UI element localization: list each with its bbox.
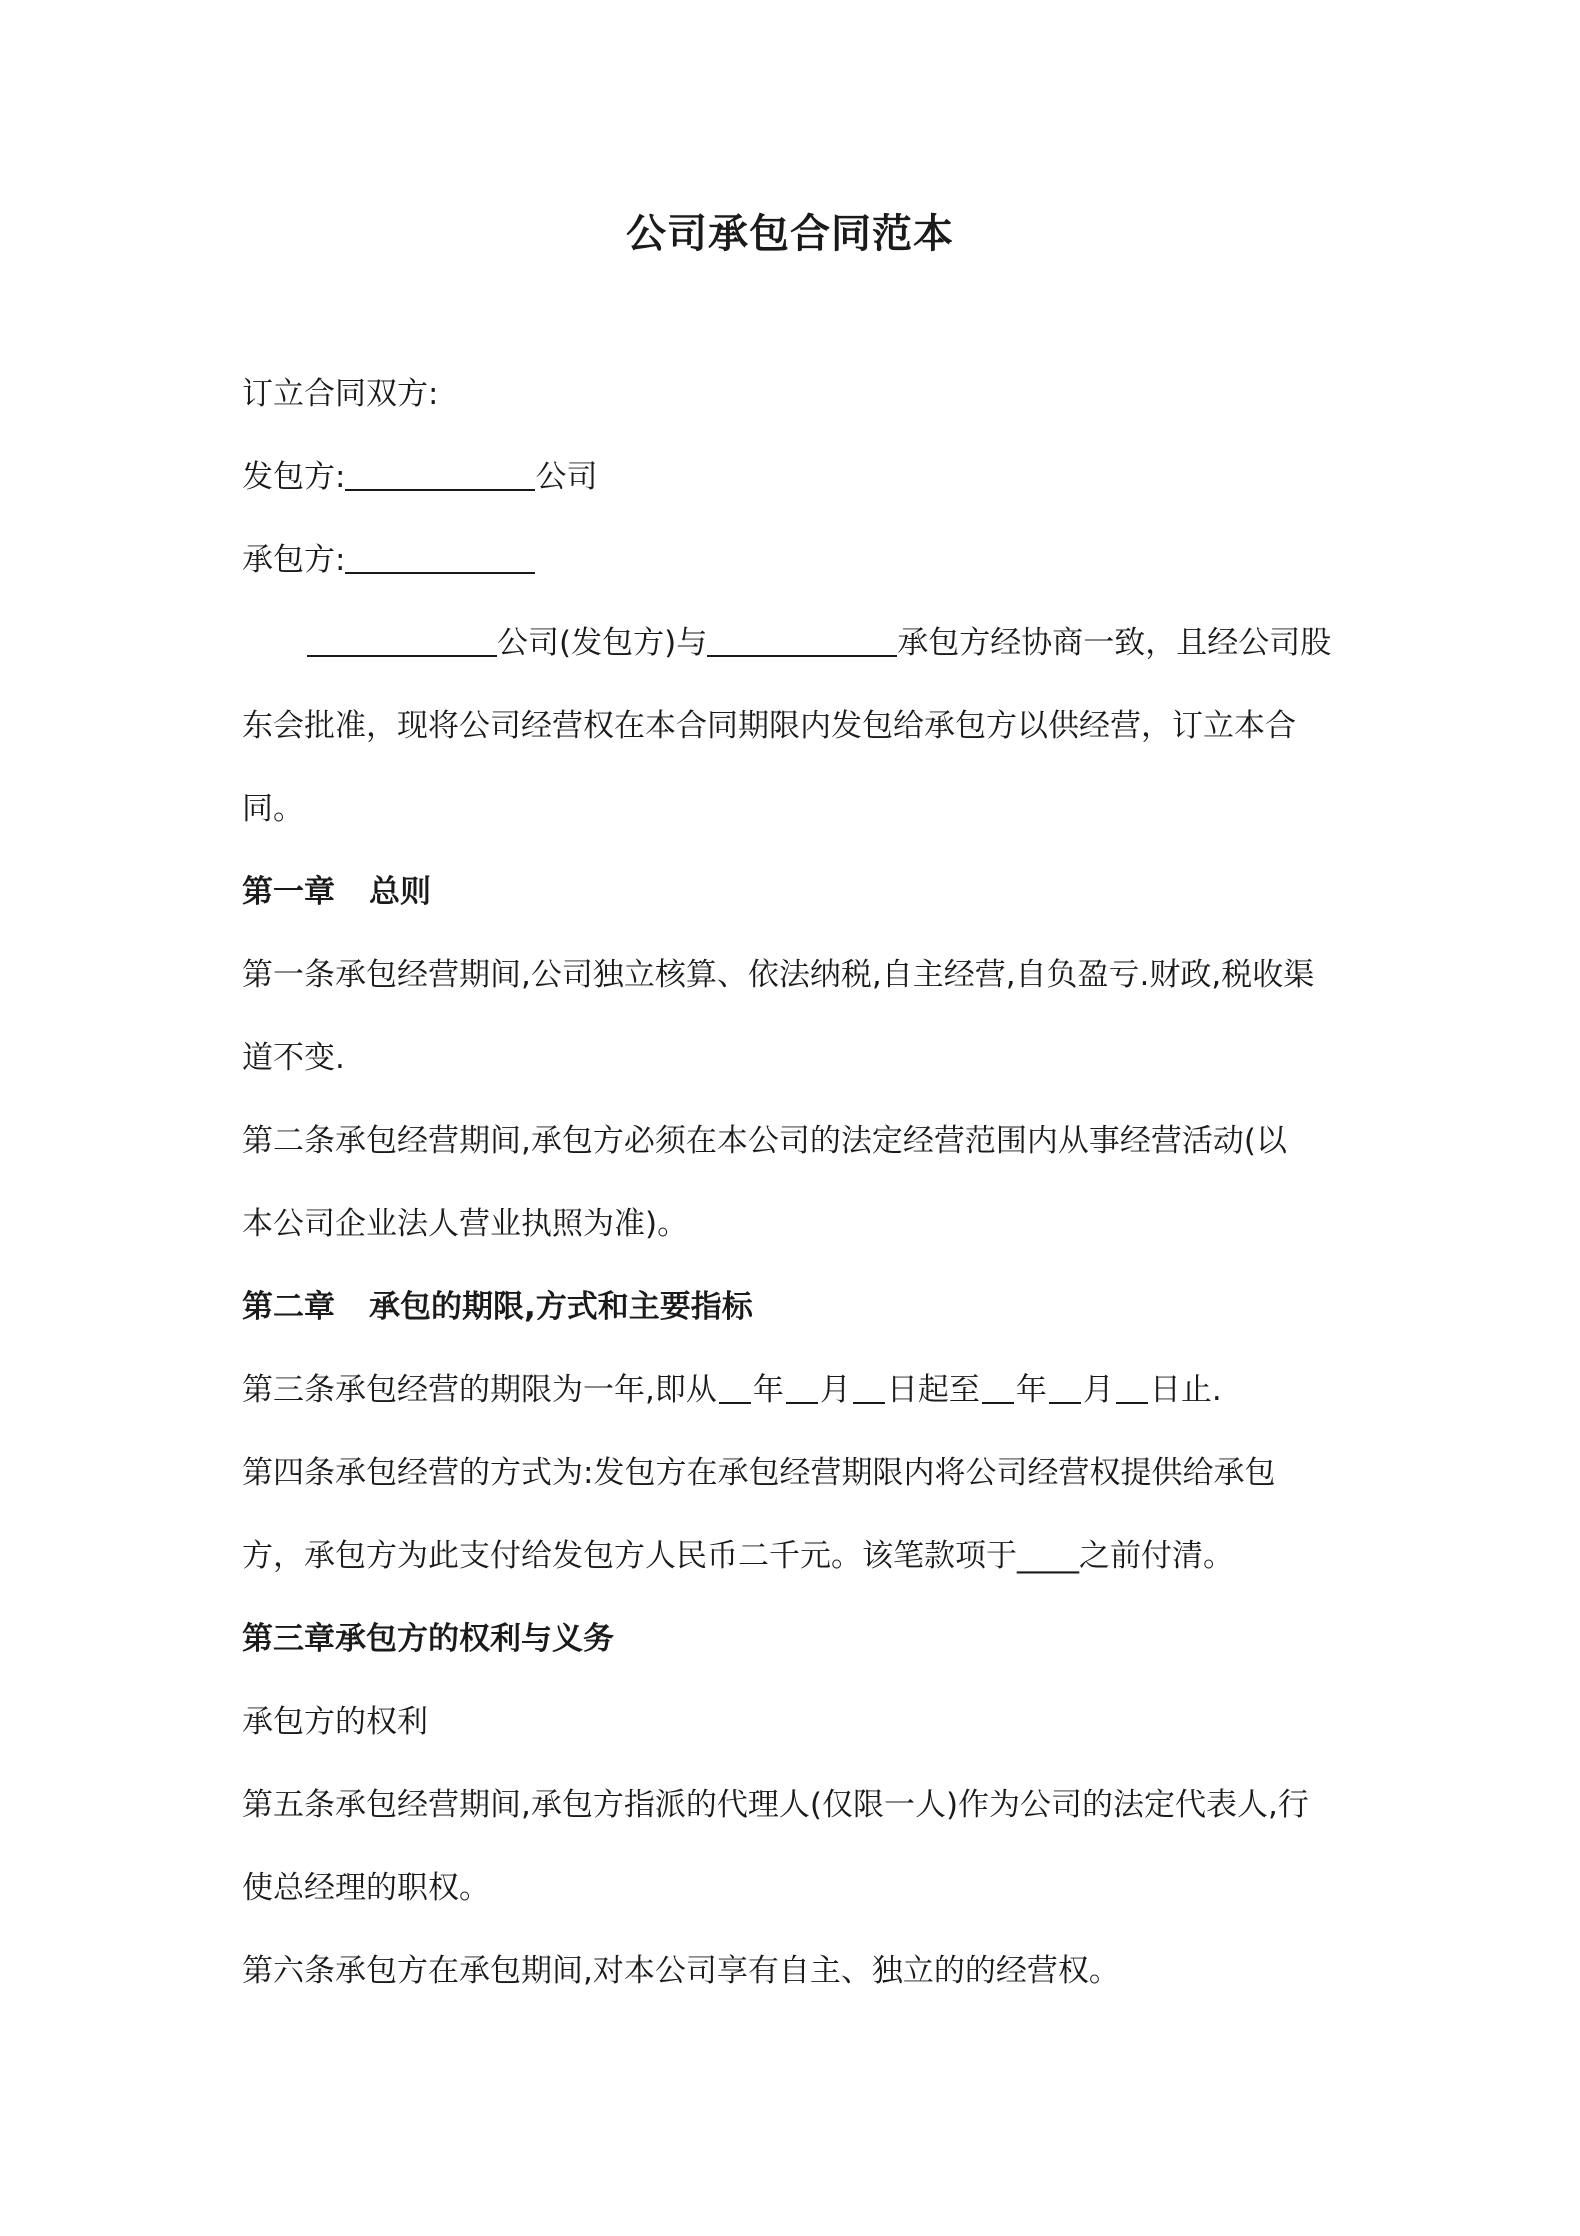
month-label: 月 — [819, 1372, 851, 1408]
end-year-blank — [982, 1372, 1014, 1404]
end-day-blank — [1116, 1372, 1148, 1404]
contractor-line — [242, 540, 1352, 580]
employer-label: 发包方: — [242, 459, 346, 495]
article-4-line-2: 方，承包方为此支付给发包方人民币二千元。该笔款项于____之前付清。 — [242, 1538, 1234, 1574]
article-1-line-2: 道不变. — [242, 1040, 345, 1076]
day-to-label: 日止. — [1149, 1372, 1222, 1408]
chapter-1-number: 第一章 — [242, 874, 335, 910]
chapter-2-number: 第二章 — [242, 1289, 335, 1325]
parties-heading: 订立合同双方: — [242, 376, 439, 412]
start-day-blank — [853, 1372, 885, 1404]
preamble-line-1 — [242, 623, 1352, 663]
start-month-blank — [786, 1372, 818, 1404]
company-blank — [307, 625, 497, 657]
article-1-line-1: 第一条承包经营期间,公司独立核算、依法纳税,自主经营,自负盈亏.财政,税收渠 — [242, 957, 1315, 993]
article-2-line-1: 第二条承包经营期间,承包方必须在本公司的法定经营范围内从事经营活动(以 — [242, 1123, 1287, 1159]
article-3 — [242, 1370, 1352, 1410]
document-title: 公司承包合同范本 — [626, 211, 954, 257]
end-month-blank — [1049, 1372, 1081, 1404]
chapter-1-title: 总则 — [369, 874, 431, 910]
preamble-line-2: 东会批准，现将公司经营权在本合同期限内发包给承包方以供经营，订立本合 — [242, 708, 1296, 744]
month-label-2: 月 — [1082, 1372, 1114, 1408]
article-3-text: 第三条承包经营的期限为一年,即从 — [242, 1372, 717, 1408]
year-label: 年 — [752, 1372, 784, 1408]
preamble-text-2: 承包方经协商一致，且经公司股 — [897, 625, 1332, 661]
article-2-line-2: 本公司企业法人营业执照为准)。 — [242, 1206, 689, 1242]
contractor-label: 承包方: — [242, 542, 346, 578]
chapter-1-heading — [242, 872, 1352, 912]
contractor-name-blank — [345, 542, 535, 574]
article-4-line-1: 第四条承包经营的方式为:发包方在承包经营期限内将公司经营权提供给承包 — [242, 1455, 1276, 1491]
chapter-3-heading: 第三章承包方的权利与义务 — [242, 1621, 614, 1657]
start-year-blank — [719, 1372, 751, 1404]
day-from-label: 日起至 — [886, 1372, 980, 1408]
employer-suffix: 公司 — [535, 459, 598, 495]
preamble-text-1: 公司(发包方)与 — [497, 625, 708, 661]
employer-name-blank — [345, 459, 535, 491]
chapter-2-heading — [242, 1287, 1352, 1327]
year-label-2: 年 — [1015, 1372, 1047, 1408]
article-6: 第六条承包方在承包期间,对本公司享有自主、独立的的经营权。 — [242, 1953, 1120, 1989]
preamble-line-3: 同。 — [242, 791, 304, 827]
contractor-blank — [707, 625, 897, 657]
article-5-line-2: 使总经理的职权。 — [242, 1870, 490, 1906]
article-5-line-1: 第五条承包经营期间,承包方指派的代理人(仅限一人)作为公司的法定代表人,行 — [242, 1787, 1309, 1823]
employer-line — [242, 457, 1352, 497]
rights-heading: 承包方的权利 — [242, 1704, 428, 1740]
chapter-2-title: 承包的期限,方式和主要指标 — [369, 1289, 753, 1325]
